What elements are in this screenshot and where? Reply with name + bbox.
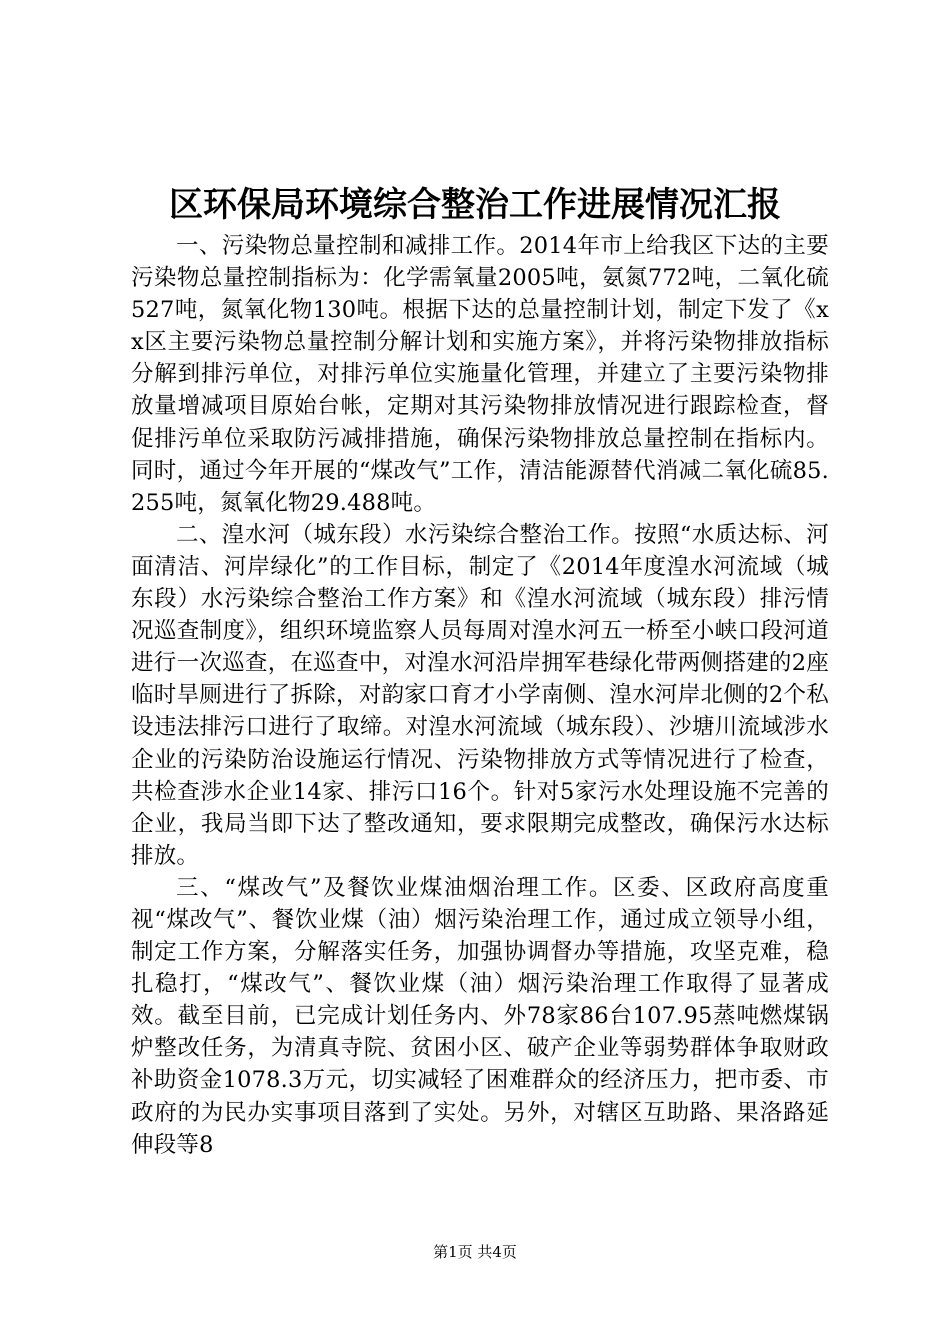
page-number-footer: 第1页 共4页	[433, 1243, 517, 1261]
document-body	[131, 230, 829, 1161]
paragraph-huangshui-river: 二、湟水河（城东段）水污染综合整治工作。按照“水质达标、河面清洁、河岸绿化”的工作目标，制定了《2014年度湟水河流域（城东段）水污染综合整治工作方案》和《湟水河流域（城东段）排污情况巡查制度》，组织环境监察人员每周对湟水河五一桥至小峡口段河道进行一次巡查，在巡查中，对湟水河沿岸拥军巷绿化带两侧搭建的2座临时旱厕进行了拆除，对韵家口育才小学南侧、湟水河岸北侧的2个私设违法排污口进行了取缔。对湟水河流域（城东段）、沙塘川流域涉水企业的污染防治设施运行情况、污染物排放方式等情况进行了检查，共检查涉水企业14家、排污口16个。针对5家污水处理设施不完善的企业，我局当即下达了整改通知，要求限期完成整改，确保污水达标排放。	[131, 521, 829, 869]
document-title: 区环保局环境综合整治工作进展情况汇报	[169, 185, 781, 225]
paragraph-total-emission-control: 一、污染物总量控制和减排工作。2014年市上给我区下达的主要污染物总量控制指标为：化学需氧量2005吨，氨氮772吨，二氧化硫527吨，氮氧化物130吨。根据下达的总量控制计划，制定下发了《xx区主要污染物总量控制分解计划和实施方案》，并将污染物排放指标分解到排污单位，对排污单位实施量化管理，并建立了主要污染物排放量增减项目原始台帐，定期对其污染物排放情况进行跟踪检查，督促排污单位采取防污减排措施，确保污染物排放总量控制在指标内。同时，通过今年开展的“煤改气”工作，清洁能源替代消减二氧化硫85.255吨，氮氧化物29.488吨。	[131, 233, 829, 516]
paragraph-coal-to-gas: 三、“煤改气”及餐饮业煤油烟治理工作。区委、区政府高度重视“煤改气”、餐饮业煤（油）烟污染治理工作，通过成立领导小组，制定工作方案，分解落实任务，加强协调督办等措施，攻坚克难，稳扎稳打，“煤改气”、餐饮业煤（油）烟污染治理工作取得了显著成效。截至目前，已完成计划任务内、外78家86台107.95蒸吨燃煤锅炉整改任务，为清真寺院、贫困小区、破产企业等弱势群体争取财政补助资金1078.3万元，切实减轻了困难群众的经济压力，把市委、市政府的为民办实事项目落到了实处。另外，对辖区互助路、果洛路延伸段等8	[131, 874, 829, 1158]
